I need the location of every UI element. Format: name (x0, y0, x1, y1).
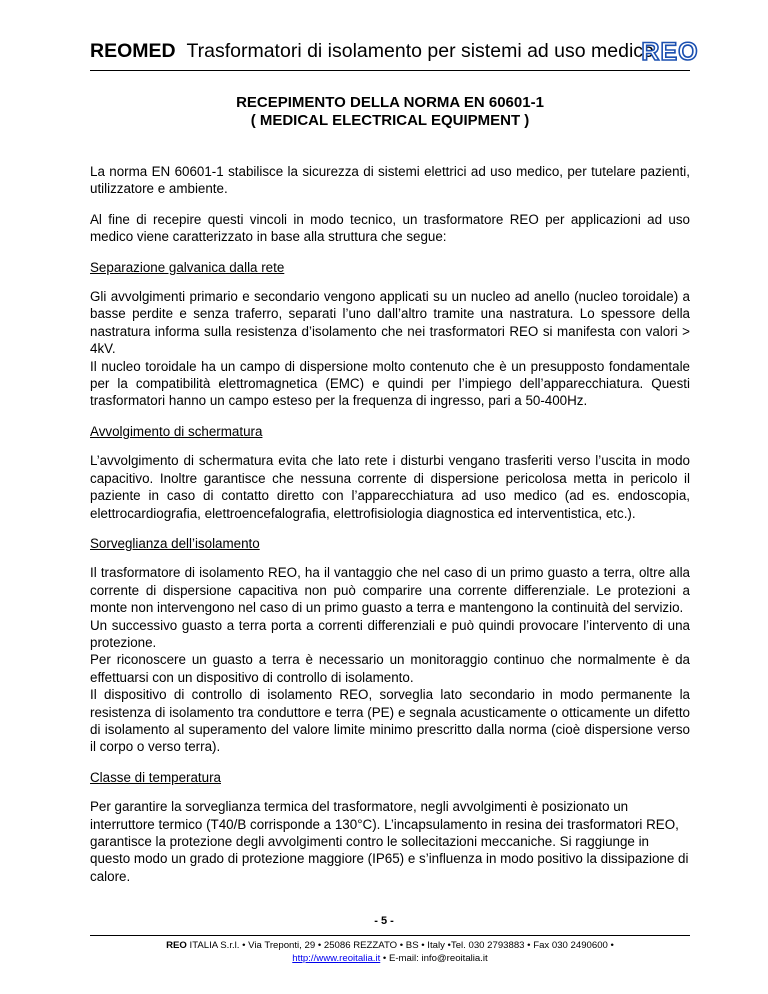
header-title (90, 40, 654, 63)
footer-company: REO (166, 940, 187, 951)
document-body (90, 163, 690, 898)
section-paragraph (90, 564, 690, 755)
section-heading: Avvolgimento di schermatura (90, 423, 263, 439)
document-title (90, 94, 690, 130)
section-paragraph (90, 288, 690, 410)
title-line-1: RECEPIMENTO DELLA NORMA EN 60601-1 (236, 94, 544, 111)
section-heading: Separazione galvanica dalla rete (90, 259, 285, 275)
section-paragraph: L’avvolgimento di schermatura evita che lato rete i disturbi vengano trasferiti verso l’uscita in modo capacitivo. Inoltre garantisce che nessuna corrente di dispersione pericolosa metta in pericolo il paziente in caso di contatto diretto con l’apparecchiatura ad uso medico (ad es. endoscopia, elettrocardiografia, elettroencefalografia, elettrofisiologia diagnostica ed interventistica, etc.). (90, 453, 690, 521)
footer-website-link[interactable]: http://www.reoitalia.it (292, 952, 381, 964)
footer-contact-line (90, 953, 690, 966)
header-divider (90, 70, 690, 71)
logo-text: REO (641, 38, 699, 64)
footer-email: • E-mail: info@reoitalia.it (380, 952, 488, 964)
page-footer (90, 940, 690, 965)
footer-address: ITALIA S.r.l. • Via Treponti, 29 • 25086 REZZATO • BS • Italy •Tel. 030 2793883 • Fax 030 2490600 • (189, 940, 614, 951)
intro-paragraph-2: Al fine di recepire questi vincoli in modo tecnico, un trasformatore REO per applicazioni ad uso medico viene caratterizzato in base alla struttura che segue: (90, 211, 690, 245)
paragraph-line: Gli avvolgimenti primario e secondario vengono applicati su un nucleo ad anello (nucleo toroidale) a basse perdite e senza traferro, separati l’uno dall’altro tramite una nastratura. Lo spessore della nastratura informa sulla resistenza d’isolamento che nei trasformatori REO si manifesta con valori > 4kV. (90, 289, 690, 357)
footer-address-line (90, 940, 690, 953)
reo-logo (640, 38, 700, 64)
header-brand: REOMED (90, 40, 176, 62)
paragraph-line: Il trasformatore di isolamento REO, ha il vantaggio che nel caso di un primo guasto a terra, oltre alla corrente di dispersione capacitiva non può comparire una corrente differenziale. Le protezioni a monte non intervengono nel caso di un primo guasto a terra e mantengono la continuità del servizio. (90, 565, 690, 616)
intro-paragraph-1: La norma EN 60601-1 stabilisce la sicurezza di sistemi elettrici ad uso medico, per tutelare pazienti, utilizzatore e ambiente. (90, 164, 690, 197)
paragraph-line: Il nucleo toroidale ha un campo di dispersione molto contenuto che è un presupposto fondamentale per la compatibilità elettromagnetica (EMC) e quindi per l’impiego dell’apparecchiatura. Questi trasformatori hanno un campo esteso per la frequenza di ingresso, pari a 50-400Hz. (90, 358, 690, 409)
header-subtitle: Trasformatori di isolamento per sistemi ad uso medico (186, 40, 654, 62)
paragraph-line: Per riconoscere un guasto a terra è necessario un monitoraggio continuo che normalmente è da effettuarsi con un dispositivo di controllo di isolamento. (90, 652, 690, 685)
page-header (90, 36, 700, 70)
paragraph-line: Il dispositivo di controllo di isolamento REO, sorveglia lato secondario in modo permanente la resistenza di isolamento tra conduttore e terra (PE) e segnala acusticamente o otticamente un difetto di isolamento al superamento del valore limite minimo prescritto dalla norma (cioè dispersione verso il corpo o verso terra). (90, 687, 690, 755)
section-heading: Classe di temperatura (90, 769, 221, 785)
paragraph-line: Un successivo guasto a terra porta a correnti differenziali e può quindi provocare l’intervento di una protezione. (90, 617, 690, 650)
footer-divider (90, 935, 690, 936)
section-paragraph: Per garantire la sorveglianza termica del trasformatore, negli avvolgimenti è posizionato un interruttore termico (T40/B corrisponde a 130°C). L’incapsulamento in resina dei trasformatori REO, garantisce la protezione degli avvolgimenti contro le sollecitazioni meccaniche. Si raggiunge in questo modo un grado di protezione maggiore (IP65) e s’influenza in modo positivo la dissipazione di calore. (90, 799, 689, 884)
section-heading: Sorveglianza dell’isolamento (90, 535, 260, 551)
title-line-2: ( MEDICAL ELECTRICAL EQUIPMENT ) (250, 112, 530, 129)
page-number: - 5 - (374, 915, 394, 927)
